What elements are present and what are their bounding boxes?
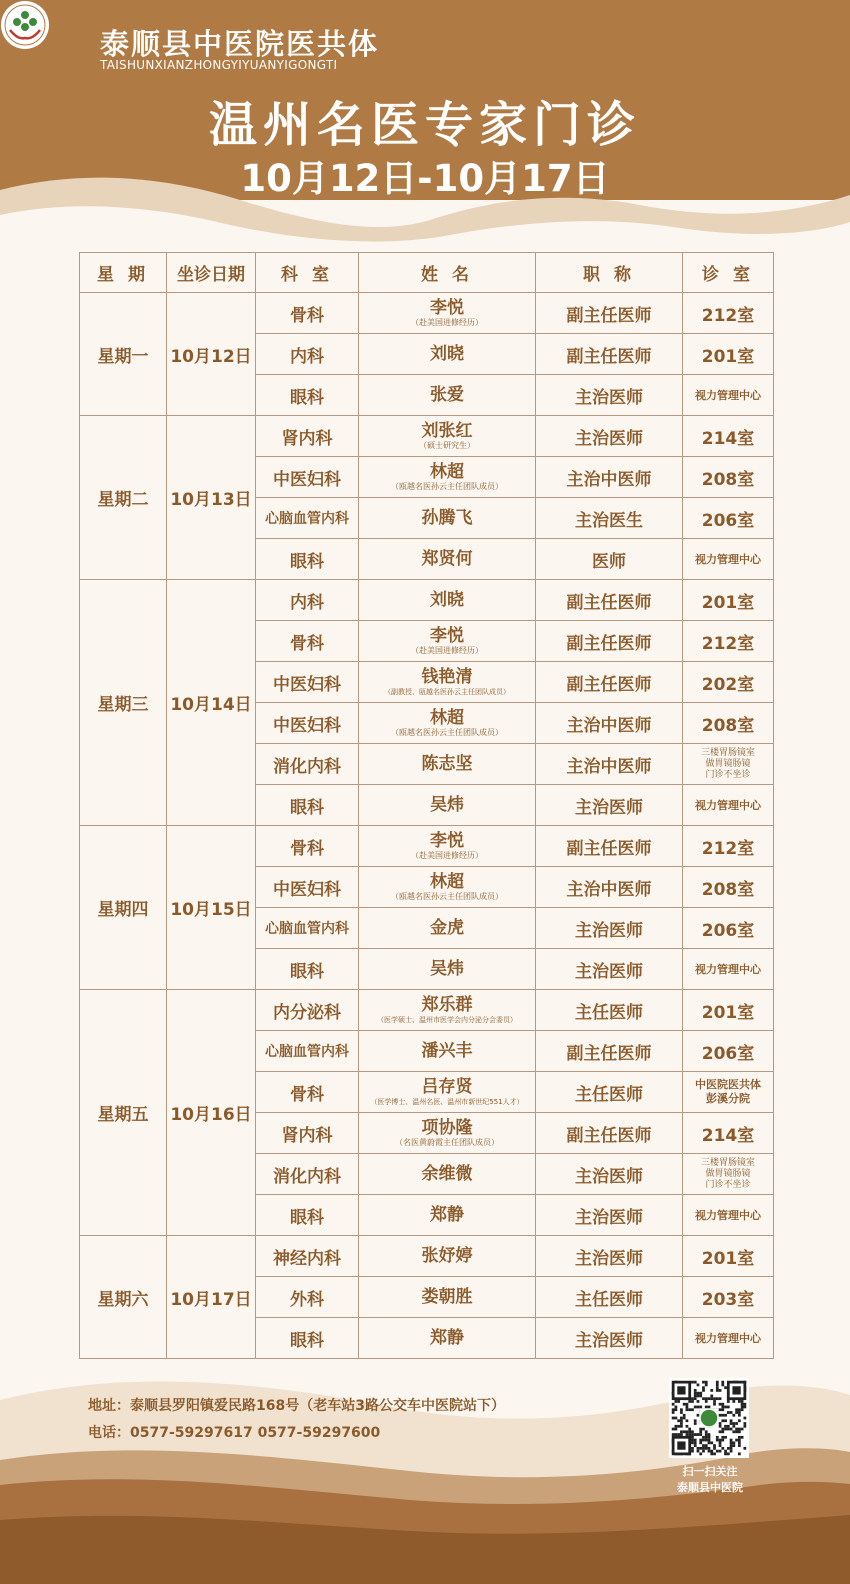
doctor-cell: [359, 1277, 536, 1318]
room-cell: 三楼胃肠镜室 做胃镜肠镜 门诊不坐诊: [683, 1154, 774, 1195]
header-day: 星 期: [80, 253, 167, 293]
room-cell: 206室: [683, 1031, 774, 1072]
dept-cell: 心脑血管内科: [256, 498, 359, 539]
doctor-cell: [359, 416, 536, 457]
doctor-cell: [359, 375, 536, 416]
dept-cell: 眼科: [256, 375, 359, 416]
room-cell: 201室: [683, 580, 774, 621]
title-cell: 副主任医师: [536, 580, 683, 621]
room-cell: 202室: [683, 662, 774, 703]
dept-cell: 消化内科: [256, 1154, 359, 1195]
doctor-name: 林超: [430, 707, 464, 728]
header-room: 诊 室: [683, 253, 774, 293]
room-cell: 206室: [683, 498, 774, 539]
header-date: 坐诊日期: [167, 253, 256, 293]
doctor-cell: [359, 1318, 536, 1359]
title-cell: 副主任医师: [536, 826, 683, 867]
room-cell: 212室: [683, 826, 774, 867]
dept-cell: 外科: [256, 1277, 359, 1318]
room-cell: 201室: [683, 1236, 774, 1277]
title-cell: 主治医生: [536, 498, 683, 539]
doctor-cell: [359, 990, 536, 1031]
hospital-name: 泰顺县中医院医共体: [100, 27, 380, 61]
room-cell: 中医院医共体 彭溪分院: [683, 1072, 774, 1113]
title-cell: 副主任医师: [536, 621, 683, 662]
date-cell: 10月13日: [167, 416, 256, 580]
doctor-name: 项协隆: [421, 1117, 473, 1138]
doctor-name: 吴炜: [430, 794, 464, 815]
doctor-name: 钱艳清: [421, 666, 473, 687]
title-cell: 主任医师: [536, 1072, 683, 1113]
header-title: 职 称: [536, 253, 683, 293]
doctor-cell: [359, 662, 536, 703]
dept-cell: 中医妇科: [256, 457, 359, 498]
table-row: [80, 990, 774, 1031]
title-cell: 主治中医师: [536, 867, 683, 908]
title-cell: 医师: [536, 539, 683, 580]
doctor-cell: [359, 867, 536, 908]
table-row: [80, 826, 774, 867]
doctor-cell: [359, 1031, 536, 1072]
table-row: [80, 580, 774, 621]
doctor-cell: [359, 293, 536, 334]
doctor-name: 李悦: [430, 297, 464, 318]
title-cell: 副主任医师: [536, 293, 683, 334]
title-cell: 主治医师: [536, 1154, 683, 1195]
doctor-cell: [359, 1072, 536, 1113]
table-header-row: [80, 253, 774, 293]
hospital-pinyin: TAISHUNXIANZHONGYIYUANYIGONGTI: [100, 58, 338, 72]
doctor-name: 刘张红: [421, 420, 473, 441]
dept-cell: 心脑血管内科: [256, 908, 359, 949]
doctor-cell: [359, 457, 536, 498]
doctor-cell: [359, 621, 536, 662]
doctor-name: 李悦: [430, 625, 464, 646]
room-cell: 214室: [683, 1113, 774, 1154]
title-cell: 副主任医师: [536, 1113, 683, 1154]
address-text: 地址：泰顺县罗阳镇爱民路168号（老车站3路公交车中医院站下）: [88, 1398, 505, 1414]
title-cell: 主治医师: [536, 949, 683, 990]
doctor-name: 郑乐群: [421, 994, 473, 1015]
day-cell: 星期五: [80, 990, 167, 1236]
room-cell: 视力管理中心: [683, 1195, 774, 1236]
doctor-cell: [359, 1113, 536, 1154]
room-cell: 视力管理中心: [683, 1318, 774, 1359]
doctor-name: 金虎: [430, 917, 464, 938]
day-cell: 星期六: [80, 1236, 167, 1359]
doctor-note: （瓯越名医孙云主任团队成员）: [391, 727, 503, 737]
dept-cell: 内分泌科: [256, 990, 359, 1031]
title-cell: 主治医师: [536, 375, 683, 416]
dept-cell: 骨科: [256, 1072, 359, 1113]
doctor-cell: [359, 785, 536, 826]
day-cell: 星期一: [80, 293, 167, 416]
title-cell: 主治医师: [536, 908, 683, 949]
room-cell: 201室: [683, 990, 774, 1031]
doctor-name: 刘晓: [430, 343, 464, 364]
day-cell: 星期二: [80, 416, 167, 580]
dept-cell: 中医妇科: [256, 703, 359, 744]
doctor-cell: [359, 949, 536, 990]
doctor-cell: [359, 334, 536, 375]
title-cell: 副主任医师: [536, 1031, 683, 1072]
room-cell: 视力管理中心: [683, 949, 774, 990]
dept-cell: 眼科: [256, 949, 359, 990]
doctor-note: （硕士研究生）: [419, 440, 475, 450]
doctor-cell: [359, 539, 536, 580]
doctor-name: 陈志坚: [421, 753, 473, 774]
hospital-logo: [0, 0, 50, 50]
doctor-name: 张妤婷: [421, 1245, 473, 1266]
doctor-name: 郑静: [430, 1204, 464, 1225]
doctor-cell: [359, 580, 536, 621]
dept-cell: 内科: [256, 580, 359, 621]
qr-caption-hospital: 泰顺县中医院: [677, 1481, 743, 1494]
doctor-name: 余维微: [421, 1163, 473, 1184]
date-cell: 10月15日: [167, 826, 256, 990]
doctor-cell: [359, 1236, 536, 1277]
header-banner: [0, 0, 850, 250]
title-cell: 副主任医师: [536, 334, 683, 375]
doctor-note: （副教授、瓯越名医孙云主任团队成员）: [384, 687, 510, 696]
title-cell: 主治中医师: [536, 744, 683, 785]
doctor-note: （医学硕士、温州市医学会内分泌分会委员）: [377, 1015, 517, 1024]
qr-caption-follow: 扫一扫关注: [682, 1465, 738, 1478]
header-name: 姓 名: [359, 253, 536, 293]
title-cell: 副主任医师: [536, 662, 683, 703]
table-row: [80, 293, 774, 334]
doctor-name: 孙腾飞: [421, 507, 473, 528]
room-cell: 208室: [683, 703, 774, 744]
doctor-cell: [359, 908, 536, 949]
dept-cell: 肾内科: [256, 416, 359, 457]
room-cell: 208室: [683, 867, 774, 908]
title-cell: 主治中医师: [536, 703, 683, 744]
phone-text: 电话：0577-59297617 0577-59297600: [88, 1425, 381, 1441]
date-cell: 10月14日: [167, 580, 256, 826]
doctor-note: （赴美国进修经历）: [411, 850, 483, 860]
room-cell: 201室: [683, 334, 774, 375]
doctor-cell: [359, 1195, 536, 1236]
date-cell: 10月17日: [167, 1236, 256, 1359]
dept-cell: 神经内科: [256, 1236, 359, 1277]
dept-cell: 中医妇科: [256, 662, 359, 703]
dept-cell: 肾内科: [256, 1113, 359, 1154]
dept-cell: 眼科: [256, 539, 359, 580]
doctor-cell: [359, 703, 536, 744]
room-cell: 视力管理中心: [683, 539, 774, 580]
header-dept: 科 室: [256, 253, 359, 293]
title-cell: 主任医师: [536, 990, 683, 1031]
doctor-name: 张爱: [430, 384, 464, 405]
doctor-name: 吕存贤: [421, 1076, 473, 1097]
qr-code[interactable]: [669, 1378, 749, 1458]
doctor-name: 李悦: [430, 830, 464, 851]
doctor-name: 刘晓: [430, 589, 464, 610]
doctor-cell: [359, 498, 536, 539]
dept-cell: 中医妇科: [256, 867, 359, 908]
doctor-note: （名医黄蔚霞主任团队成员）: [395, 1137, 499, 1147]
title-cell: 主治医师: [536, 785, 683, 826]
room-cell: 208室: [683, 457, 774, 498]
dept-cell: 骨科: [256, 621, 359, 662]
room-cell: 视力管理中心: [683, 785, 774, 826]
title-cell: 主治医师: [536, 1195, 683, 1236]
doctor-name: 郑静: [430, 1327, 464, 1348]
title-cell: 主治医师: [536, 416, 683, 457]
table-row: [80, 416, 774, 457]
dept-cell: 眼科: [256, 1195, 359, 1236]
dept-cell: 内科: [256, 334, 359, 375]
title-cell: 主治医师: [536, 1318, 683, 1359]
doctor-name: 吴炜: [430, 958, 464, 979]
dept-cell: 消化内科: [256, 744, 359, 785]
page-title: 温州名医专家门诊: [208, 97, 641, 153]
doctor-name: 林超: [430, 871, 464, 892]
doctor-cell: [359, 1154, 536, 1195]
title-cell: 主治中医师: [536, 457, 683, 498]
doctor-note: （医学博士、温州名医、温州市新世纪551人才）: [370, 1097, 524, 1106]
room-cell: 206室: [683, 908, 774, 949]
doctor-note: （瓯越名医孙云主任团队成员）: [391, 481, 503, 491]
doctor-note: （赴美国进修经历）: [411, 645, 483, 655]
dept-cell: 眼科: [256, 1318, 359, 1359]
room-cell: 212室: [683, 293, 774, 334]
dept-cell: 骨科: [256, 293, 359, 334]
title-cell: 主治医师: [536, 1236, 683, 1277]
doctor-note: （瓯越名医孙云主任团队成员）: [391, 891, 503, 901]
room-cell: 三楼胃肠镜室 做胃镜肠镜 门诊不坐诊: [683, 744, 774, 785]
doctor-name: 林超: [430, 461, 464, 482]
room-cell: 214室: [683, 416, 774, 457]
doctor-cell: [359, 744, 536, 785]
doctor-note: （赴美国进修经历）: [411, 317, 483, 327]
date-range: 10月12日-10月17日: [240, 157, 610, 200]
day-cell: 星期三: [80, 580, 167, 826]
table-row: [80, 1236, 774, 1277]
dept-cell: 眼科: [256, 785, 359, 826]
room-cell: 212室: [683, 621, 774, 662]
day-cell: 星期四: [80, 826, 167, 990]
date-cell: 10月12日: [167, 293, 256, 416]
doctor-name: 郑贤何: [421, 548, 473, 569]
date-cell: 10月16日: [167, 990, 256, 1236]
room-cell: 203室: [683, 1277, 774, 1318]
doctor-name: 潘兴丰: [421, 1040, 473, 1061]
schedule-table: [79, 252, 774, 1359]
title-cell: 主任医师: [536, 1277, 683, 1318]
room-cell: 视力管理中心: [683, 375, 774, 416]
doctor-cell: [359, 826, 536, 867]
doctor-name: 娄朝胜: [421, 1286, 473, 1307]
dept-cell: 骨科: [256, 826, 359, 867]
dept-cell: 心脑血管内科: [256, 1031, 359, 1072]
